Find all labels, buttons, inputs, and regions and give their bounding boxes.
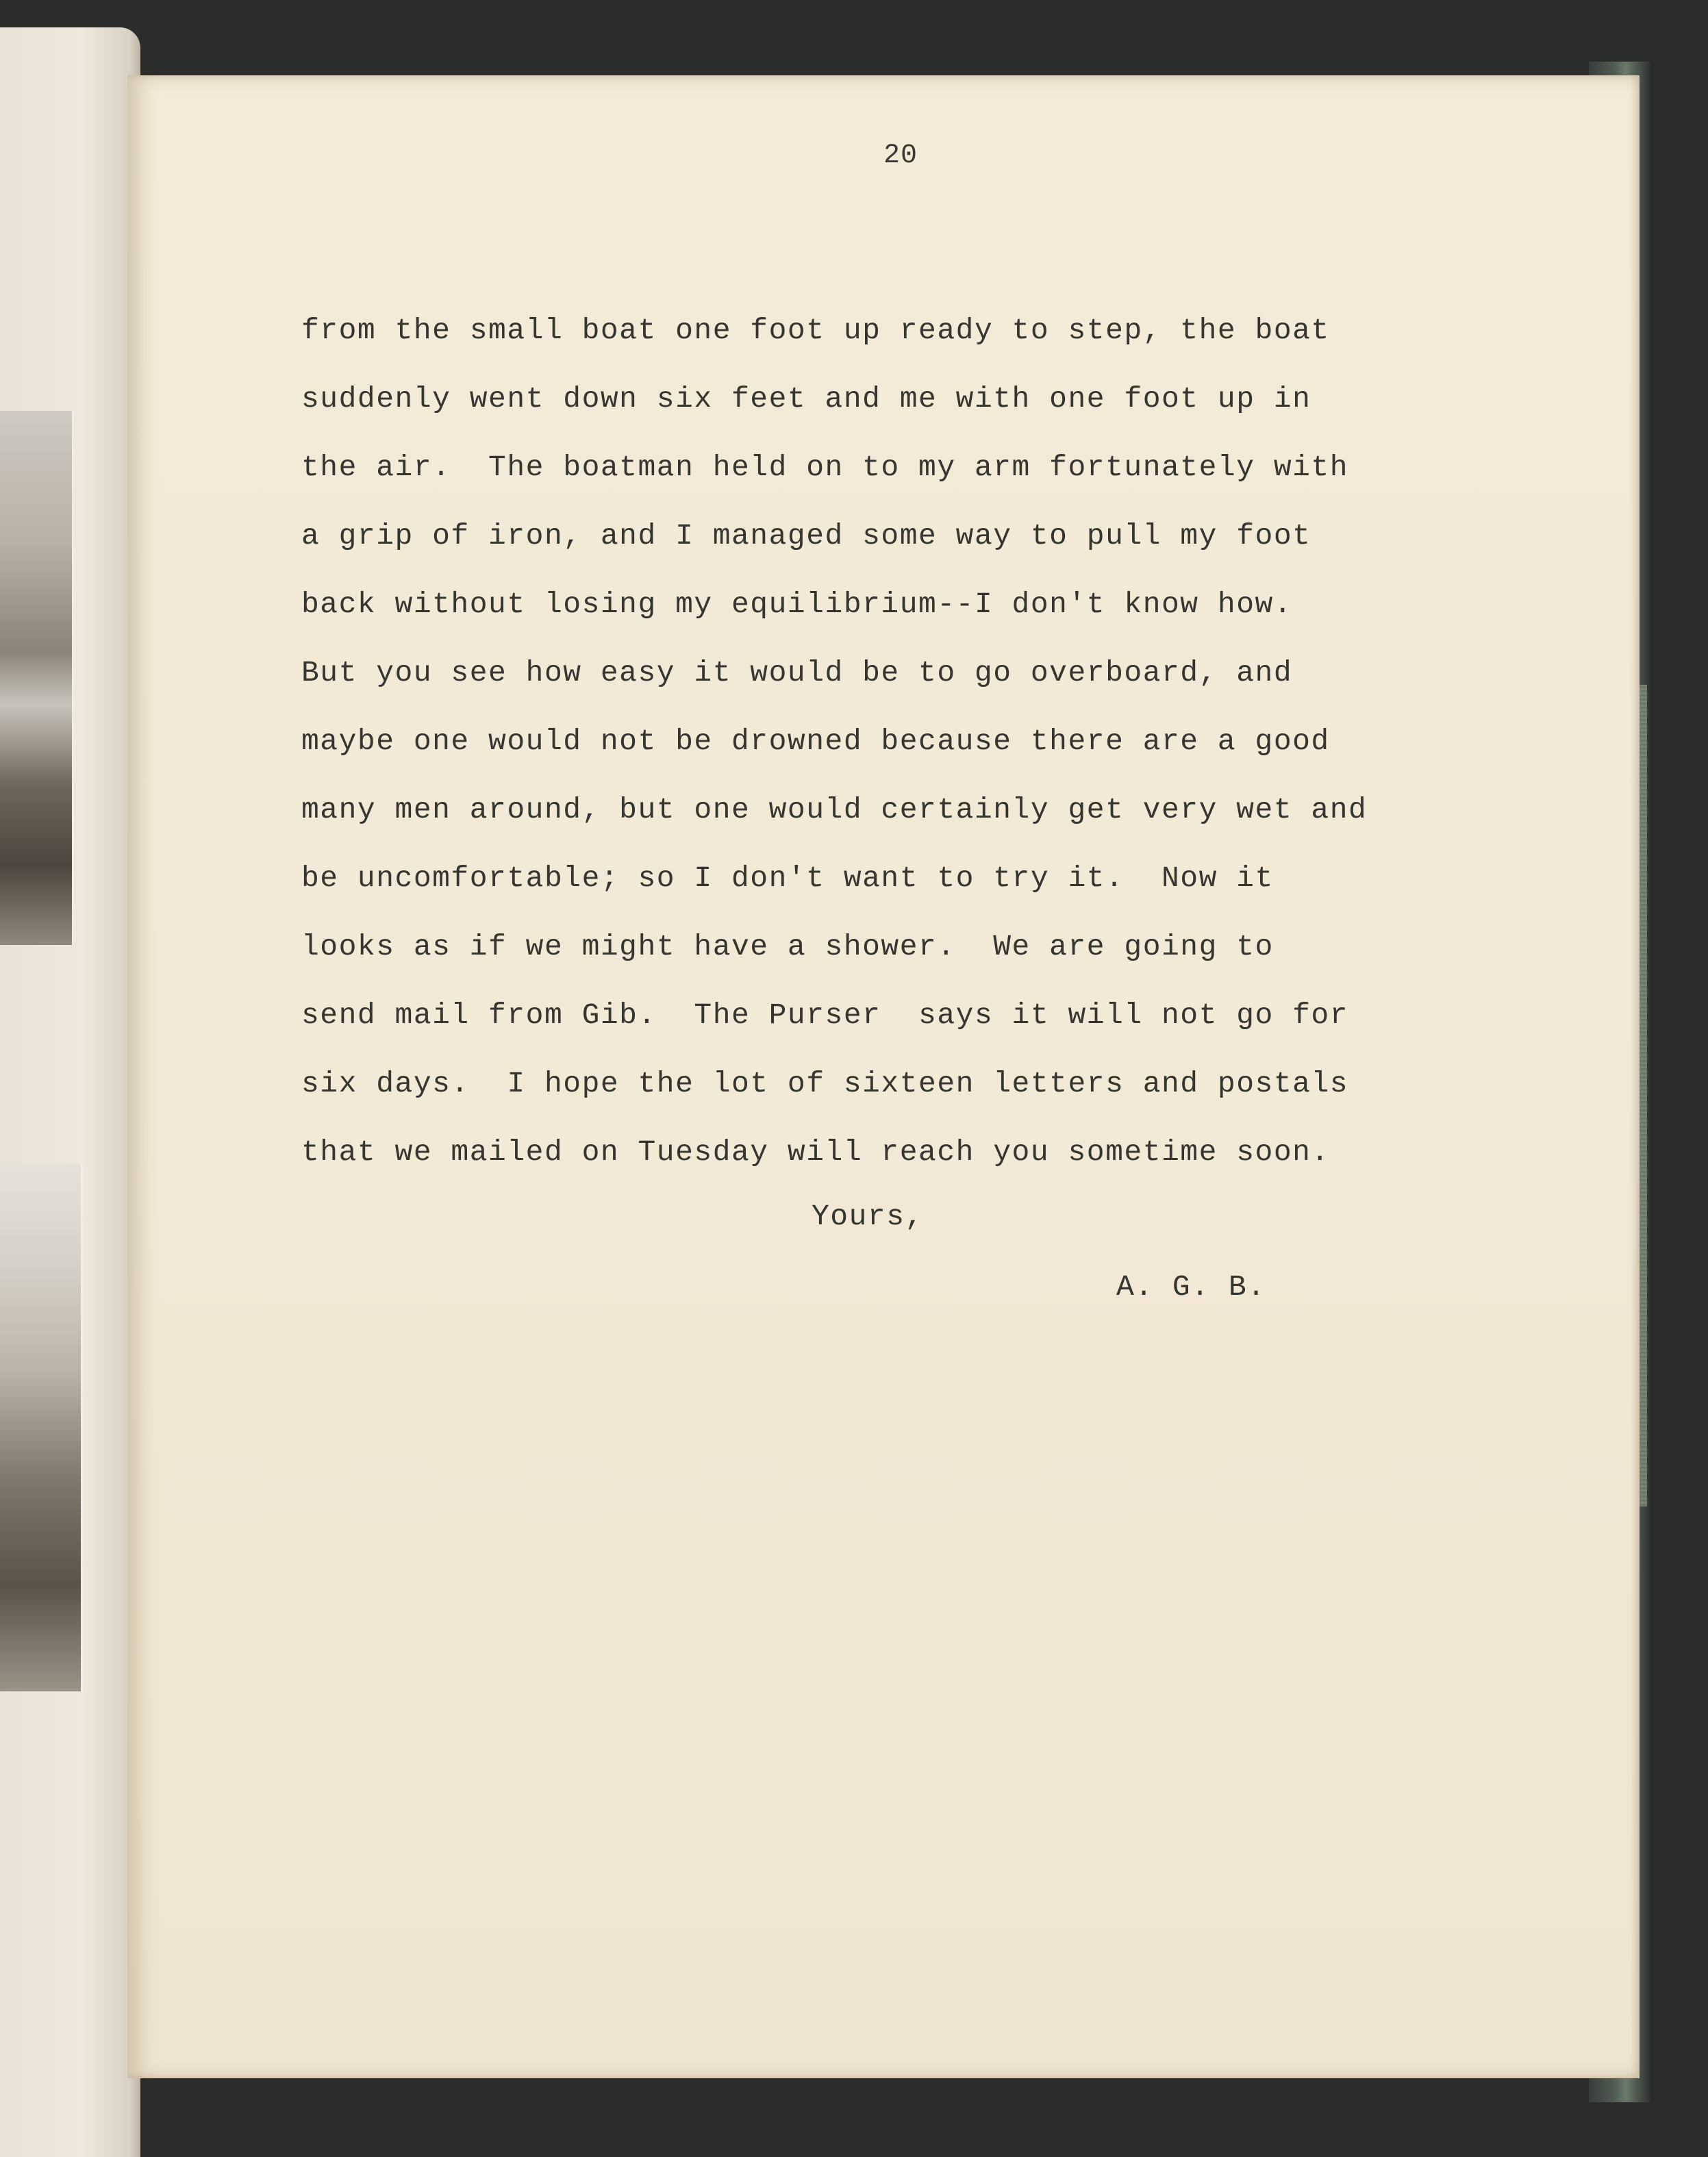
text-line: back without losing my equilibrium--I don't know how. (301, 588, 1293, 621)
text-line: the air. The boatman held on to my arm fortunately with (301, 451, 1349, 484)
text-line: be uncomfortable; so I don't want to try it. Now it (301, 861, 1274, 895)
text-line: that we mailed on Tuesday will reach you sometime soon. (301, 1135, 1330, 1169)
text-line: a grip of iron, and I managed some way to pull my foot (301, 519, 1311, 553)
photo-print-bottom (0, 1164, 83, 1691)
letter-body (301, 308, 1561, 1198)
letter-closing: Yours, (812, 1200, 924, 1233)
text-line: But you see how easy it would be to go overboard, and (301, 656, 1293, 690)
text-line: six days. I hope the lot of sixteen letters and postals (301, 1067, 1349, 1100)
text-line: suddenly went down six feet and me with one foot up in (301, 382, 1311, 416)
page-number: 20 (883, 140, 918, 171)
text-line: many men around, but one would certainly get very wet and (301, 793, 1368, 827)
text-line: maybe one would not be drowned because there are a good (301, 724, 1330, 758)
text-line: from the small boat one foot up ready to step, the boat (301, 314, 1330, 347)
letter-signature: A. G. B. (1116, 1270, 1266, 1304)
left-page (0, 27, 140, 2157)
photo-print-top (0, 411, 74, 945)
text-line: looks as if we might have a shower. We are going to (301, 930, 1274, 963)
text-line: send mail from Gib. The Purser says it will not go for (301, 998, 1349, 1032)
